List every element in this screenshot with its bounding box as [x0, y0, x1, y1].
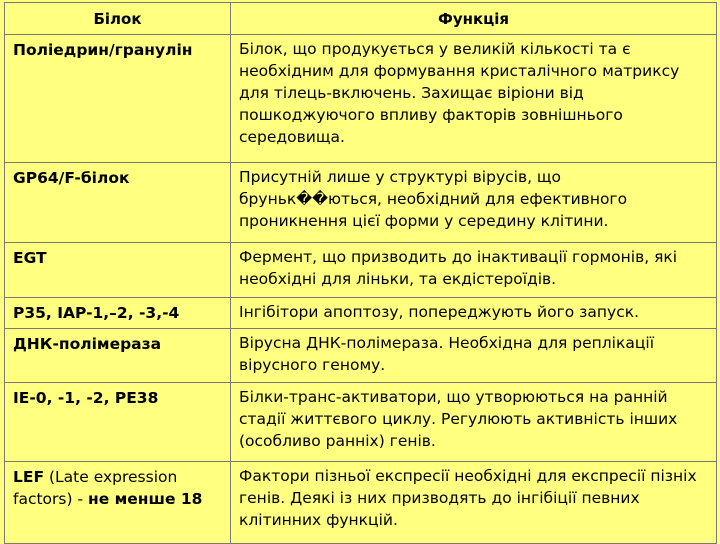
protein-name [5, 462, 231, 544]
protein-name-bold: LEF [13, 468, 45, 486]
protein-function: Інгібітори апоптозу, попереджують його запуск. [231, 298, 717, 329]
protein-name: EGT [5, 243, 231, 298]
protein-name: GP64/F-білок [5, 163, 231, 243]
protein-name: ДНК-полімераза [5, 329, 231, 383]
header-function: Функція [231, 3, 717, 35]
protein-function: Фактори пізньої експресії необхідні для експресії пізніх генів. Деякі із них призводять до інгібіції певних клітинних функцій. [231, 462, 717, 544]
protein-function: Білки-транс-активатори, що утворюються на ранній стадії життєвого циклу. Регулюють активність інших (особливо ранніх) генів. [231, 383, 717, 462]
protein-function: Присутній лише у структурі вірусів, що бруньк��ються, необхідний для ефективного проникнення цієї форми у середину клітини. [231, 163, 717, 243]
table-row [5, 35, 717, 163]
table-row [5, 298, 717, 329]
protein-function: Фермент, що призводить до інактивації гормонів, які необхідні для ліньки, та екдістероїдів. [231, 243, 717, 298]
header-protein: Білок [5, 3, 231, 35]
table-row [5, 163, 717, 243]
protein-name: IE-0, -1, -2, PE38 [5, 383, 231, 462]
table-header-row [5, 3, 717, 35]
protein-name-normal: (Late expression factors) - [13, 468, 178, 508]
table-row [5, 243, 717, 298]
protein-function-table [4, 2, 717, 544]
table-row [5, 462, 717, 544]
table-row [5, 329, 717, 383]
protein-name-bold-count: не менше 18 [87, 490, 203, 508]
table-row [5, 383, 717, 462]
protein-name: Поліедрин/гранулін [5, 35, 231, 163]
protein-function: Вірусна ДНК-полімераза. Необхідна для реплікації вірусного геному. [231, 329, 717, 383]
protein-function: Білок, що продукується у великій кількості та є необхідним для формування кристалічного матриксу для тілець-включень. Захищає віріони від пошкоджуючого впливу факторів зовнішнього середовища. [231, 35, 717, 163]
protein-name: P35, IAP-1,–2, -3,-4 [5, 298, 231, 329]
